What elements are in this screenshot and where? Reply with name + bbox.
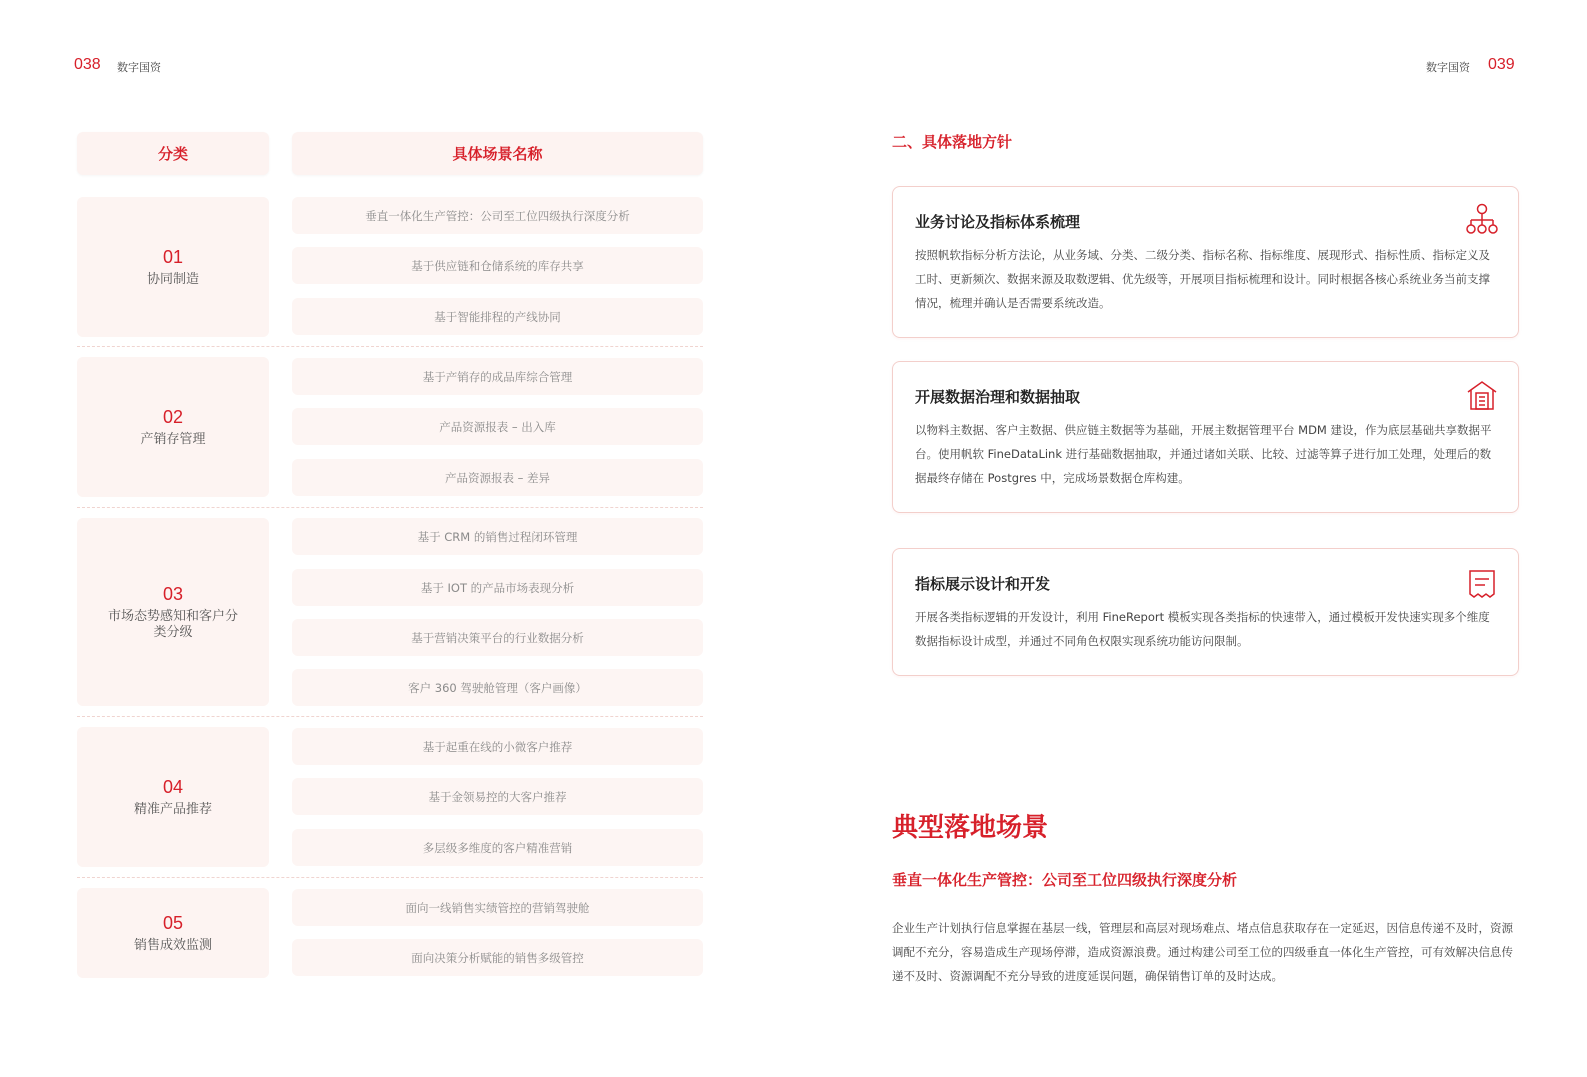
category-name: 销售成效监测: [133, 937, 212, 953]
category-name: 产销存管理: [140, 431, 206, 447]
typical-scenario-text: 企业生产计划执行信息掌握在基层一线，管理层和高层对现场难点、堵点信息获取存在一定延迟，因信息传递不及时，资源调配不充分，容易造成生产现场停滞，造成资源浪费。通过构建公司至工位的四级垂直一体化生产管控，可有效解决信息传递不及时、资源调配不充分导致的进度延误问题，确保销售订单的及时达成。: [892, 921, 1513, 983]
group-divider: [77, 716, 703, 717]
category-cell-05: [77, 888, 269, 978]
scene-item: 基于起重在线的小微客户推荐: [292, 728, 703, 765]
group-divider: [77, 346, 703, 347]
scene-item: 基于供应链和仓储系统的库存共享: [292, 247, 703, 284]
scene-item: 基于营销决策平台的行业数据分析: [292, 619, 703, 656]
scene-item: 基于金领易控的大客户推荐: [292, 778, 703, 815]
card-title: 开展数据治理和数据抽取: [915, 388, 1081, 406]
header-scene: 具体场景名称: [292, 132, 703, 175]
left-page-name: 数字国资: [117, 61, 161, 74]
scene-item: 基于 IOT 的产品市场表现分析: [292, 569, 703, 606]
scene-item: 产品资源报表 – 差异: [292, 459, 703, 496]
category-name: 精准产品推荐: [133, 801, 212, 817]
card-business-discussion: [892, 186, 1519, 338]
category-number: 03: [162, 583, 184, 604]
card-text: 开展各类指标逻辑的开发设计，利用 FineReport 模板实现各类指标的快速带入，通过模板开发快速实现多个维度数据指标设计成型，并通过不同角色权限实现系统功能访问限制。: [915, 610, 1490, 648]
category-name: 协同制造: [146, 271, 199, 287]
typical-scenario-subtitle: 垂直一体化生产管控：公司至工位四级执行深度分析: [892, 871, 1238, 889]
card-title: 指标展示设计和开发: [915, 575, 1051, 593]
scene-item: 多层级多维度的客户精准营销: [292, 829, 703, 866]
scene-item: 面向一线销售实绩管控的营销驾驶舱: [292, 889, 703, 926]
section-title: 二、具体落地方针: [892, 133, 1013, 151]
category-number: 05: [162, 912, 184, 933]
category-cell-02: [77, 357, 269, 497]
header-category: 分类: [77, 132, 269, 175]
category-name: 市场态势感知和客户分类分级: [108, 608, 239, 640]
right-page-name: 数字国资: [1426, 61, 1470, 74]
card-title: 业务讨论及指标体系梳理: [915, 213, 1081, 231]
card-text: 按照帆软指标分析方法论，从业务域、分类、二级分类、指标名称、指标维度、展现形式、指标性质、指标定义及工时、更新频次、数据来源及取数逻辑、优先级等，开展项目指标梳理和设计。同时根据各核心系统业务当前支撑情况，梳理并确认是否需要系统改造。: [915, 248, 1490, 310]
scene-item: 面向决策分析赋能的销售多级管控: [292, 939, 703, 976]
card-data-governance: [892, 361, 1519, 513]
scene-item: 基于 CRM 的销售过程闭环管理: [292, 518, 703, 555]
right-page-number: 039: [1488, 56, 1515, 73]
scene-item: 客户 360 驾驶舱管理（客户画像）: [292, 669, 703, 706]
group-divider: [77, 507, 703, 508]
category-number: 04: [162, 776, 184, 797]
category-number: 01: [162, 246, 184, 267]
scene-item: 基于产销存的成品库综合管理: [292, 358, 703, 395]
typical-scenario-title: 典型落地场景: [892, 813, 1049, 843]
category-number: 02: [162, 406, 184, 427]
scene-item: 产品资源报表 – 出入库: [292, 408, 703, 445]
category-cell-03: [77, 518, 269, 706]
hierarchy-icon: [1466, 203, 1498, 237]
card-text: 以物料主数据、客户主数据、供应链主数据等为基础，开展主数据管理平台 MDM 建设，作为底层基础共享数据平台。使用帆软 FineDataLink 进行基础数据抽取，并通过诸如关联、比较、过滤等算子进行加工处理，处理后的数据最终存储在 Postgres 中，完成场景数据仓库构建。: [915, 423, 1492, 485]
warehouse-icon: [1466, 379, 1498, 413]
document-icon: [1466, 567, 1498, 601]
scene-item: 垂直一体化生产管控：公司至工位四级执行深度分析: [292, 197, 703, 234]
group-divider: [77, 877, 703, 878]
scene-item: 基于智能排程的产线协同: [292, 298, 703, 335]
card-indicator-design: [892, 548, 1519, 676]
category-cell-04: [77, 727, 269, 867]
left-page-number: 038: [74, 56, 101, 73]
category-cell-01: [77, 197, 269, 337]
